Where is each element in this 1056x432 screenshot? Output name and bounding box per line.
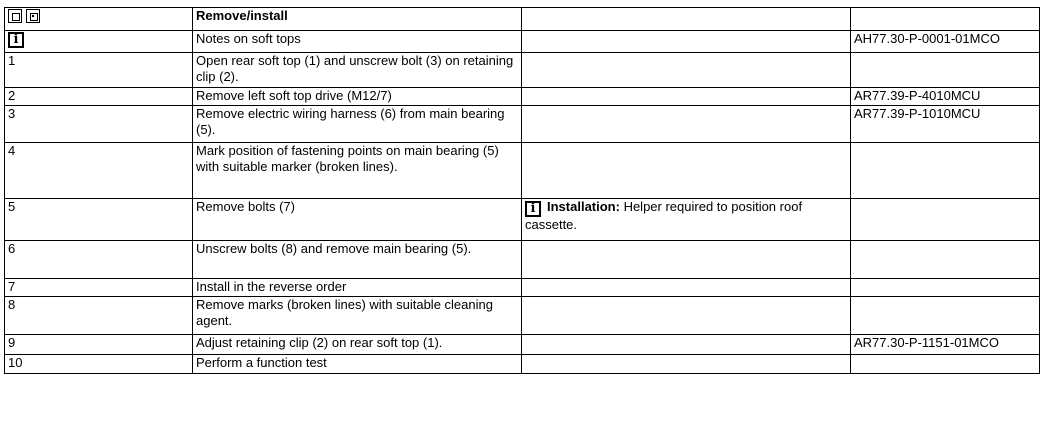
step-number: 4 xyxy=(5,143,193,199)
step-ref xyxy=(851,297,1040,335)
step-number: 1 xyxy=(5,53,193,88)
notes-ref: AH77.30-P-0001-01MCO xyxy=(851,31,1040,53)
table-row xyxy=(5,279,1040,297)
header-empty-cell xyxy=(522,8,851,31)
step-ref: AR77.39-P-1010MCU xyxy=(851,106,1040,143)
step-number: 7 xyxy=(5,279,193,297)
table-row xyxy=(5,199,1040,241)
remove-icon xyxy=(8,9,22,23)
table-row xyxy=(5,355,1040,374)
header-row xyxy=(5,8,1040,31)
step-number: 2 xyxy=(5,88,193,106)
step-text: Mark position of fastening points on main bearing (5) with suitable marker (broken lines). xyxy=(193,143,522,199)
step-text: Remove electric wiring harness (6) from main bearing (5). xyxy=(193,106,522,143)
step-ref xyxy=(851,241,1040,279)
step-text: Remove left soft top drive (M12/7) xyxy=(193,88,522,106)
step-number: 5 xyxy=(5,199,193,241)
installation-label: Installation: xyxy=(547,199,620,214)
step-text: Adjust retaining clip (2) on rear soft top (1). xyxy=(193,335,522,355)
notes-row xyxy=(5,31,1040,53)
table-row xyxy=(5,297,1040,335)
step-text: Install in the reverse order xyxy=(193,279,522,297)
step-ref xyxy=(851,53,1040,88)
table-row xyxy=(5,106,1040,143)
header-empty-cell xyxy=(851,8,1040,31)
installation-text: Helper required to position roof cassette. xyxy=(525,199,803,232)
step-ref xyxy=(851,143,1040,199)
step-number: 3 xyxy=(5,106,193,143)
header-title: Remove/install xyxy=(193,8,522,31)
step-text: Remove bolts (7) xyxy=(193,199,522,241)
step-text: Remove marks (broken lines) with suitable cleaning agent. xyxy=(193,297,522,335)
step-text: Unscrew bolts (8) and remove main bearing (5). xyxy=(193,241,522,279)
step-text: Perform a function test xyxy=(193,355,522,374)
table-row xyxy=(5,143,1040,199)
step-number: 10 xyxy=(5,355,193,374)
step-text: Open rear soft top (1) and unscrew bolt (3) on retaining clip (2). xyxy=(193,53,522,88)
step-ref xyxy=(851,279,1040,297)
step-number: 8 xyxy=(5,297,193,335)
procedure-table xyxy=(4,7,1040,374)
install-icon xyxy=(26,9,40,23)
header-icons-cell xyxy=(5,8,193,31)
step-number: 9 xyxy=(5,335,193,355)
table-row xyxy=(5,53,1040,88)
step-ref: AR77.30-P-1151-01MCO xyxy=(851,335,1040,355)
notes-text: Notes on soft tops xyxy=(193,31,522,53)
step-ref: AR77.39-P-4010MCU xyxy=(851,88,1040,106)
step-ref xyxy=(851,199,1040,241)
info-icon xyxy=(8,32,24,48)
info-icon xyxy=(525,201,541,217)
table-row xyxy=(5,241,1040,279)
installation-note xyxy=(522,199,851,241)
table-row xyxy=(5,335,1040,355)
step-ref xyxy=(851,355,1040,374)
step-number: 6 xyxy=(5,241,193,279)
table-row xyxy=(5,88,1040,106)
